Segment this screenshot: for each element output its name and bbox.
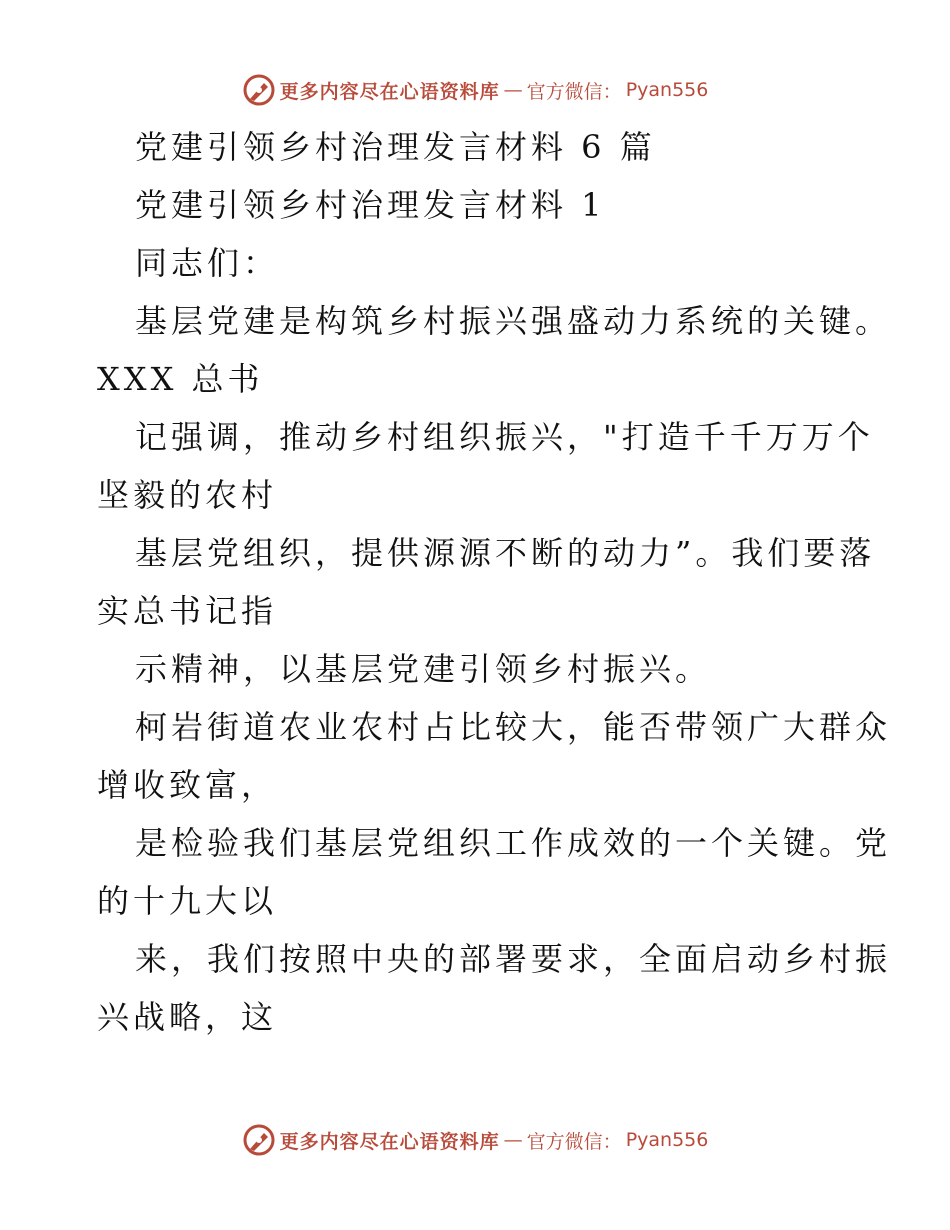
watermark-brand: 更多内容尽在心语资料库 bbox=[279, 80, 500, 103]
document-title: 党建引领乡村治理发言材料 6 篇 bbox=[135, 128, 656, 166]
text-line: 柯岩街道农业农村占比较大，能否带领广大群众 bbox=[135, 708, 892, 746]
watermark-label: 官方微信： bbox=[526, 1130, 622, 1153]
text-line: 实总书记指 bbox=[97, 592, 278, 630]
text-line: 基层党建是构筑乡村振兴强盛动力系统的关键。 bbox=[135, 302, 892, 340]
text-line: XXX 总书 bbox=[97, 360, 264, 398]
text-line: 是检验我们基层党组织工作成效的一个关键。党 bbox=[135, 824, 892, 862]
text-line: 增收致富， bbox=[97, 766, 278, 804]
watermark-dash: — bbox=[503, 1129, 523, 1151]
text-line: 记强调，推动乡村组织振兴，"打造千千万万个 bbox=[135, 418, 874, 456]
text-line: 基层党组织，提供源源不断的动力”。我们要落 bbox=[135, 534, 876, 572]
watermark-code: Pyan556 bbox=[625, 79, 709, 101]
text-line: 坚毅的农村 bbox=[97, 476, 278, 514]
watermark-dash: — bbox=[503, 79, 523, 101]
text-line: 来，我们按照中央的部署要求，全面启动乡村振 bbox=[135, 940, 892, 978]
watermark-brand: 更多内容尽在心语资料库 bbox=[279, 1130, 500, 1153]
header-watermark bbox=[0, 70, 950, 110]
text-line: 兴战略，这 bbox=[97, 998, 278, 1036]
watermark-code: Pyan556 bbox=[625, 1129, 709, 1151]
document-body bbox=[97, 118, 892, 1046]
pen-logo-icon bbox=[242, 1123, 276, 1157]
section-heading: 党建引领乡村治理发言材料 1 bbox=[135, 186, 606, 224]
pen-logo-icon bbox=[242, 73, 276, 107]
text-line: 示精神，以基层党建引领乡村振兴。 bbox=[135, 650, 712, 688]
salutation: 同志们： bbox=[135, 244, 280, 282]
text-line: 的十九大以 bbox=[97, 882, 278, 920]
footer-watermark bbox=[0, 1120, 950, 1160]
watermark-label: 官方微信： bbox=[526, 80, 622, 103]
